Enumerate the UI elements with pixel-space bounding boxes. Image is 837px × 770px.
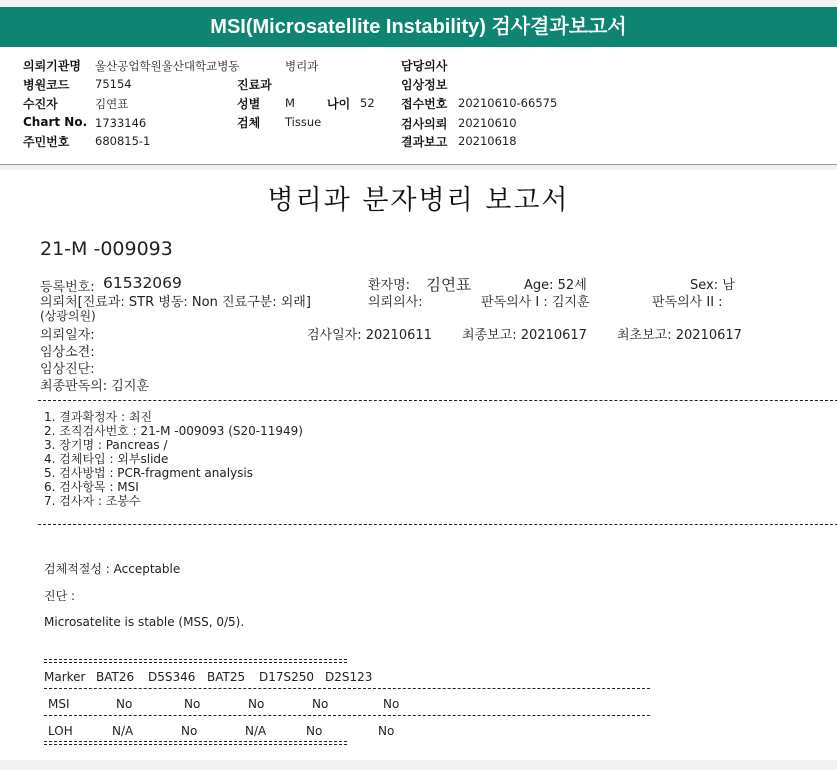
pathologist-1: 판독의사 I : 김지훈	[481, 295, 590, 310]
table-cell: No	[383, 697, 400, 711]
hospital-code-value: 75154	[95, 77, 132, 91]
first-report-date: 최초보고: 20210617	[617, 328, 742, 343]
sex-label: 성별	[237, 97, 261, 111]
divider	[38, 400, 837, 401]
table-rule	[44, 688, 650, 689]
doctor-label: 담당의사	[401, 59, 448, 73]
request-date: 의뢰일자:	[40, 328, 95, 343]
table-cell: MSI	[48, 697, 70, 711]
table-cell: N/A	[245, 724, 267, 738]
table-header-cell: D17S250	[259, 670, 315, 684]
list-item: 5. 검사방법 : PCR-fragment analysis	[44, 466, 254, 480]
clinical-info-label: 임상정보	[401, 78, 448, 92]
divider	[38, 524, 837, 525]
patient-name-label: 환자명:	[368, 278, 411, 293]
table-header-cell: D5S346	[148, 670, 196, 684]
request-date-value: 20210610	[458, 116, 517, 130]
test-date: 검사일자: 20210611	[307, 328, 432, 343]
final-pathologist: 최종판독의: 김지훈	[40, 379, 149, 394]
hospital-name: (상광의원)	[40, 309, 96, 323]
institution-label: 의뢰기관명	[23, 59, 81, 73]
department-label: 진료과	[237, 78, 272, 92]
report-date-value: 20210618	[458, 134, 517, 148]
table-cell: No	[312, 697, 329, 711]
list-item: 3. 장기명 : Pancreas /	[44, 438, 168, 452]
request-date-label: 검사의뢰	[401, 117, 448, 131]
final-report-date: 최종보고: 20210617	[462, 328, 587, 343]
table-rule	[44, 715, 650, 716]
table-header-cell: BAT25	[207, 670, 246, 684]
clinical-diagnosis: 임상진단:	[40, 362, 95, 377]
table-cell: No	[184, 697, 201, 711]
sex-value: M	[285, 96, 295, 110]
department-name-value: 병리과	[285, 59, 319, 73]
table-cell: No	[378, 724, 395, 738]
clinical-findings: 임상소견:	[40, 345, 95, 360]
pathology-report	[0, 170, 837, 760]
specimen-adequacy: 검체적절성 : Acceptable	[44, 562, 181, 576]
receipt-no-value: 20210610-66575	[458, 96, 558, 110]
resident-no-value: 680815-1	[95, 134, 151, 148]
patient-name-value: 김연표	[426, 276, 471, 294]
requester-info: 의뢰처[진료과: STR 병동: Non 진료구분: 외래]	[40, 295, 311, 310]
list-item: 4. 검체타입 : 외부slide	[44, 452, 169, 466]
reg-value: 61532069	[103, 274, 182, 292]
requesting-doctor: 의뢰의사:	[368, 295, 423, 310]
diagnosis-label: 진단 :	[44, 589, 76, 603]
table-header-cell: D2S123	[325, 670, 373, 684]
table-cell: LOH	[48, 724, 73, 738]
header-info-panel	[0, 48, 837, 165]
table-top-rule	[44, 659, 347, 663]
table-cell: No	[181, 724, 198, 738]
table-cell: No	[116, 697, 133, 711]
table-bottom-rule	[44, 741, 347, 745]
pathologist-2: 판독의사 II :	[652, 295, 723, 310]
table-cell: No	[306, 724, 323, 738]
chart-no-value: 1733146	[95, 116, 147, 130]
list-item: 6. 검사항목 : MSI	[44, 480, 139, 494]
hospital-code-label: 병원코드	[23, 78, 70, 92]
specimen-label: 검체	[237, 116, 261, 130]
table-header-cell: BAT26	[96, 670, 135, 684]
report-date-label: 결과보고	[401, 135, 448, 149]
report-heading: 병리과 분자병리 보고서	[267, 185, 570, 216]
report-title-bar: MSI(Microsatellite Instability) 검사결과보고서	[0, 7, 837, 47]
patient-value: 김연표	[95, 97, 129, 111]
resident-no-label: 주민번호	[23, 135, 70, 149]
age-text: Age: 52세	[524, 278, 587, 293]
list-item: 7. 검사자 : 조봉수	[44, 494, 141, 508]
table-header-cell: Marker	[44, 670, 86, 684]
receipt-no-label: 접수번호	[401, 97, 448, 111]
age-value: 52	[360, 96, 375, 110]
table-cell: No	[248, 697, 265, 711]
table-cell: N/A	[112, 724, 134, 738]
age-label: 나이	[327, 97, 351, 111]
list-item: 1. 결과확정자 : 최진	[44, 410, 153, 424]
sex-text: Sex: 남	[690, 278, 735, 293]
specimen-value: Tissue	[285, 115, 322, 129]
institution-value: 울산공업학원울산대학교병동	[95, 59, 240, 73]
reg-label: 등록번호:	[40, 280, 95, 295]
chart-no-label: Chart No.	[23, 115, 88, 129]
list-item: 2. 조직검사번호 : 21-M -009093 (S20-11949)	[44, 424, 303, 438]
diagnosis-text: Microsatelite is stable (MSS, 0/5).	[44, 615, 245, 629]
patient-label: 수진자	[23, 97, 58, 111]
report-number: 21-M -009093	[40, 238, 173, 260]
